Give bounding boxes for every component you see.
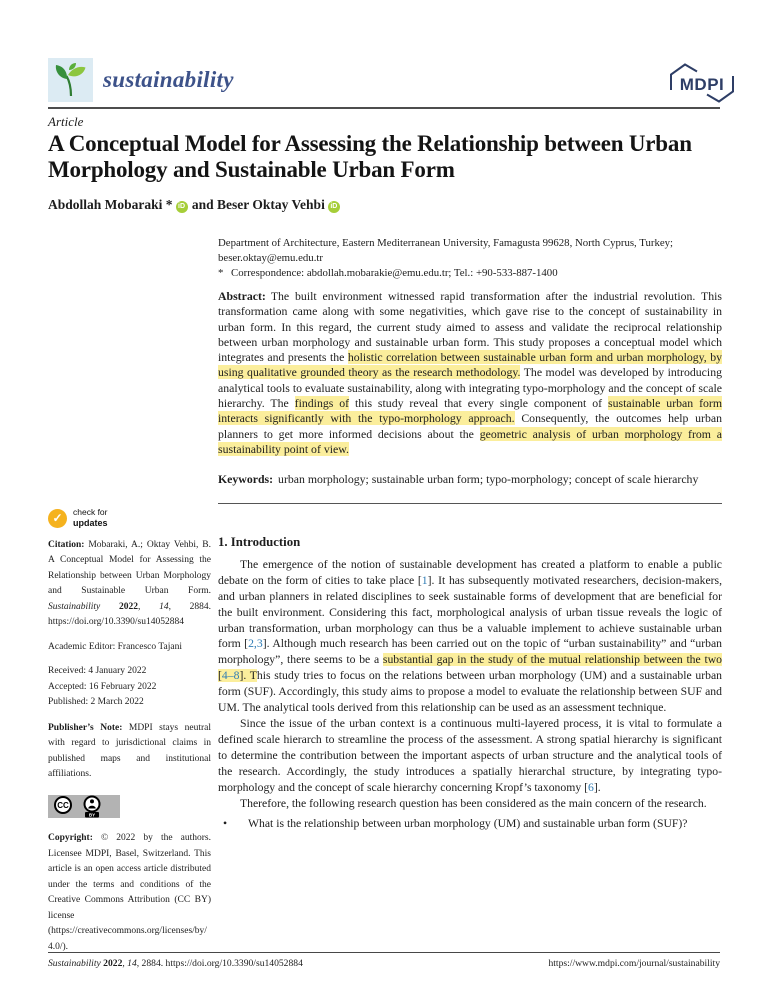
keywords-text: urban morphology; sustainable urban form; typo-morphology; concept of scale hierarchy xyxy=(278,472,699,486)
received-date: Received: 4 January 2022 xyxy=(48,666,147,677)
research-question-text: What is the relationship between urban morphology (UM) and sustainable urban form (SUF)? xyxy=(248,817,688,831)
citation-block: Citation: Mobaraki, A.; Oktay Vehbi, B. A Conceptual Model for Assessing the Relationship between Urban Morphology and Sustainable Urban Form. Sustainability 2022, 14, 2884. https://doi.org/10.3390/su14052884 xyxy=(48,539,212,628)
main-text xyxy=(218,535,722,832)
cc-license-badge[interactable] xyxy=(48,795,211,825)
intro-paragraph: Therefore, the following research question has been considered as the main concern of the research. xyxy=(240,796,707,810)
abstract-text: The built environment witnessed rapid transformation after the industrial revolution. This transformation came along with some negativities, which gave rise to the concept of sustainability in urban form. In this regard, the current study aimed to assess and validate the reciprocal relationship between urban morphology and sustainable urban form. This study proposes a conceptual model which integrates and presents the holistic correlation between sustainable urban form and urban morphology, by using qualitative grounded theory as the research methodology. The model was developed by introducing analytical tools to evaluate sustainability, along with integrating typo-morphology and the concept of scale hierarchy. The findings of this study reveal that every single component of sustainable urban form interacts significantly with the typo-morphology approach. Consequently, the outcomes help urban planners to get more informed decisions about the geometric analysis of urban morphology from a sustainability point of view. xyxy=(218,289,723,456)
check-updates-badge[interactable] xyxy=(48,508,211,529)
orcid-icon[interactable]: iD xyxy=(328,201,340,213)
correspondence-text: Correspondence: abdollah.mobarakie@emu.edu.tr; Tel.: +90-533-887-1400 xyxy=(231,267,558,279)
abstract xyxy=(218,289,722,457)
keywords xyxy=(218,472,722,487)
column-divider xyxy=(218,503,722,504)
person-icon xyxy=(85,796,100,811)
research-question-item xyxy=(218,816,722,832)
published-date: Published: 2 March 2022 xyxy=(48,697,144,708)
author-line xyxy=(48,197,341,213)
by-icon: BY xyxy=(88,811,96,817)
mdpi-wordmark: MDPI xyxy=(679,75,725,94)
academic-editor: Academic Editor: Francesco Tajani xyxy=(48,641,182,652)
article-title: A Conceptual Model for Assessing the Relationship between Urban Morphology and Sustainable Urban Form xyxy=(48,131,692,183)
citation-ref[interactable]: 1 xyxy=(421,573,428,587)
abstract-label: Abstract: xyxy=(218,289,266,303)
highlight: substantial gap in the study of the mutual relationship between the two [ xyxy=(218,653,722,683)
highlight: sustainable urban form interacts significantly with the typo-morphology approach. xyxy=(218,396,723,426)
citation-ref[interactable]: 6 xyxy=(587,780,594,794)
header-rule xyxy=(48,107,720,109)
bullet-icon: • xyxy=(223,817,228,831)
correspondence-mark: * xyxy=(218,267,224,279)
sidebar xyxy=(48,508,211,955)
publisher-note: Publisher’s Note: MDPI stays neutral with regard to jurisdictional claims in published maps and institutional affiliations. xyxy=(48,722,211,780)
footer-citation: Sustainability 2022, 14, 2884. https://doi.org/10.3390/su14052884 xyxy=(48,958,303,969)
seedling-icon xyxy=(54,62,88,98)
cc-icon: CC xyxy=(57,800,69,810)
footer-journal-url[interactable]: https://www.mdpi.com/journal/sustainability xyxy=(548,958,720,969)
affiliation-line: Department of Architecture, Eastern Mediterranean University, Famagusta 99628, North Cyprus, Turkey; xyxy=(218,237,674,249)
highlight: holistic correlation between sustainable urban form and urban morphology, by using qualitative grounded theory as the research methodology. xyxy=(218,350,722,380)
affiliation-email: beser.oktay@emu.edu.tr xyxy=(218,252,323,264)
highlight: ]. T xyxy=(239,669,257,683)
article-type-label: Article xyxy=(48,114,84,129)
footer-rule xyxy=(48,952,720,953)
correspondence-line xyxy=(218,266,722,281)
mdpi-logo xyxy=(668,63,736,108)
highlight: findings of xyxy=(294,396,350,411)
orcid-icon[interactable]: iD xyxy=(176,201,188,213)
citation-ref[interactable]: 2,3 xyxy=(248,637,263,651)
footer xyxy=(48,958,720,969)
intro-paragraph: Since the issue of the urban context is a continuous multi-layered process, it is vital to formulate a defined scale hierarch to streamline the process of the assessment. A strong spatial hierarchy is significant to determine the contribution between the important aspects of urban structure and the analytical tools of the research. Accordingly, the study introduces a spatially hierarchal structure, by integrating typo-morphology and the concept of scale hierarchy concerning Kropf’s taxonomy [6]. xyxy=(218,716,722,794)
intro-paragraph: The emergence of the notion of sustainable development has created a platform to enable a public debate on the form of cities to take place [1]. It has subsequently motivated researchers, decision-makers, and urban planners in related disciplines to seek sustainable forms of development that are beneficial for the built environment. Considering this fact, morphological analysis of urban tissue reveals the logic of urban transformation, urban morphology can thus be a valuable implement to achieve sustainable urban form [2,3]. Although much research has been carried out on the topic of “urban sustainability” and “urban morphology”, there seems to be a substantial gap in the study of the mutual relationship between the two [4–8]. This study tries to focus on the relations between urban morphology (UM) and a sustainable urban form (SUF). Accordingly, this study aims to propose a model to evaluate the relationship between SUF and UM. The analytical tools derived from this relationship can be used as an assessment technique. xyxy=(218,557,722,715)
introduction-heading: 1. Introduction xyxy=(218,535,301,549)
dates-block xyxy=(48,664,211,711)
citation-ref[interactable]: 4–8 xyxy=(221,669,240,683)
author-1: Abdollah Mobaraki * xyxy=(48,197,173,212)
journal-logo xyxy=(48,58,93,102)
highlight: geometric analysis of urban morphology from a sustainability point of view. xyxy=(218,426,722,456)
accepted-date: Accepted: 16 February 2022 xyxy=(48,681,157,692)
affiliation-block xyxy=(218,236,722,281)
copyright-block: Copyright: © 2022 by the authors. Licensee MDPI, Basel, Switzerland. This article is an open access article distributed under the terms and conditions of the Creative Commons Attribution (CC BY) license (https://creativecommons.org/licenses/by/4.0/). xyxy=(48,833,211,952)
keywords-label: Keywords: xyxy=(218,472,274,486)
check-updates-label: check for updates xyxy=(73,507,108,528)
check-icon: ✓ xyxy=(48,509,67,528)
author-2: and Beser Oktay Vehbi xyxy=(188,197,325,212)
journal-name: sustainability xyxy=(103,67,234,92)
